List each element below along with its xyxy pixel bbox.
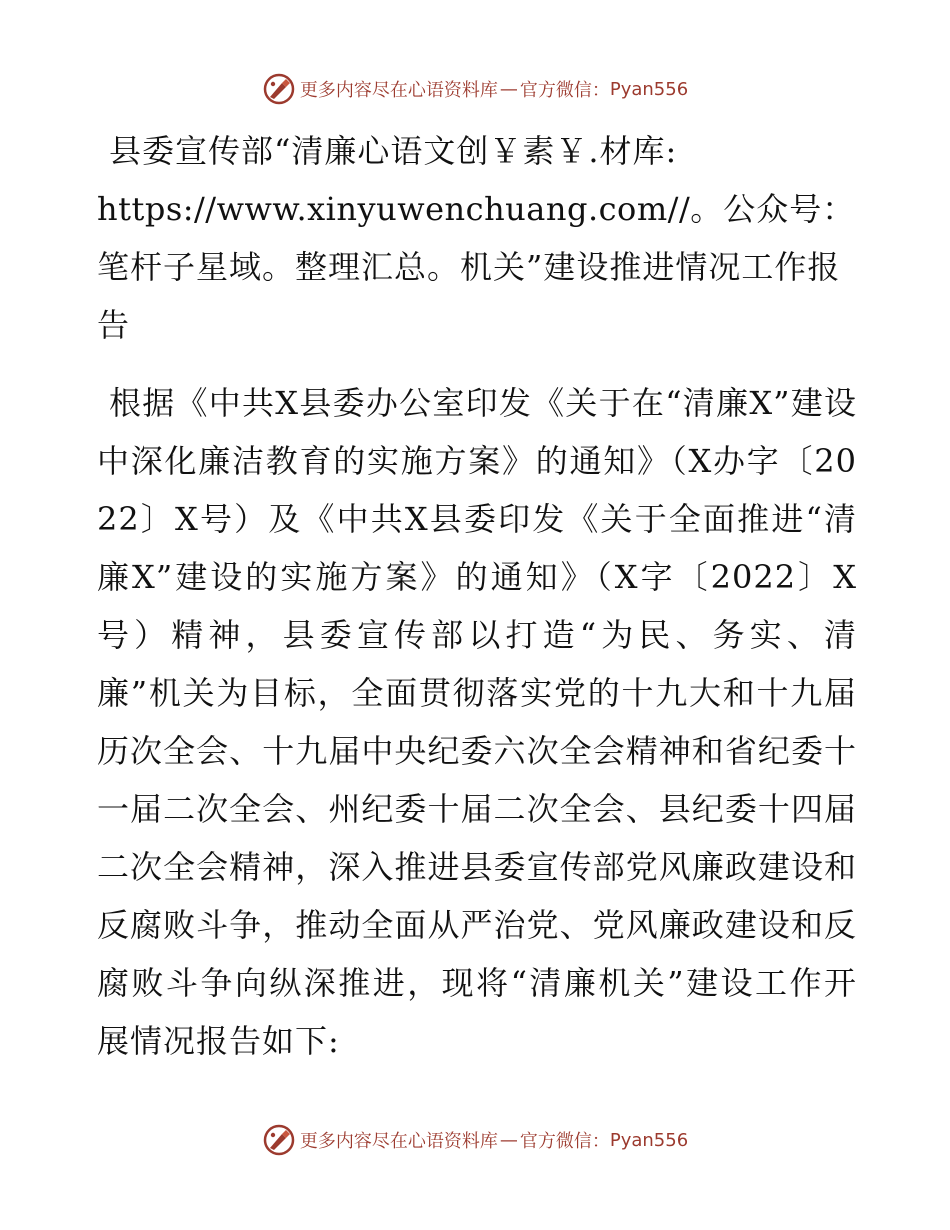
document-body	[97, 122, 857, 1070]
resource-url: https://www.xinyuwenchuang.com//	[97, 190, 691, 228]
pen-nib-logo-icon	[262, 1123, 296, 1157]
title-paragraph	[97, 122, 857, 354]
wechat-label: 官方微信：	[519, 80, 610, 101]
wechat-id: Pyan556	[609, 1129, 689, 1151]
wechat-label: 官方微信：	[519, 1131, 610, 1152]
banner-separator: —	[499, 1129, 518, 1151]
wechat-id: Pyan556	[609, 78, 689, 100]
title-part-1: 县委宣传部“清廉心语文创￥素￥.材库:	[109, 132, 678, 170]
title-part-2: 。公众号：笔杆子星域。整理汇总。机关”建设推进情况工作报告	[97, 190, 856, 344]
header-watermark-banner	[0, 72, 950, 106]
footer-watermark-banner	[0, 1123, 950, 1157]
body-paragraph: 根据《中共X县委办公室印发《关于在“清廉X”建设中深化廉洁教育的实施方案》的通知》（X办字〔2022〕X号）及《中共X县委印发《关于全面推进“清廉X”建设的实施方案》的通知》（X字〔2022〕X号）精神，县委宣传部以打造“为民、务实、清廉”机关为目标，全面贯彻落实党的十九大和十九届历次全会、十九届中央纪委六次全会精神和省纪委十一届二次全会、州纪委十届二次全会、县纪委十四届二次全会精神，深入推进县委宣传部党风廉政建设和反腐败斗争，推动全面从严治党、党风廉政建设和反腐败斗争向纵深推进，现将“清廉机关”建设工作开展情况报告如下:	[97, 384, 857, 1060]
banner-separator: —	[499, 78, 518, 100]
pen-nib-logo-icon	[262, 72, 296, 106]
site-name: 更多内容尽在心语资料库	[299, 80, 498, 101]
site-name: 更多内容尽在心语资料库	[299, 1131, 498, 1152]
